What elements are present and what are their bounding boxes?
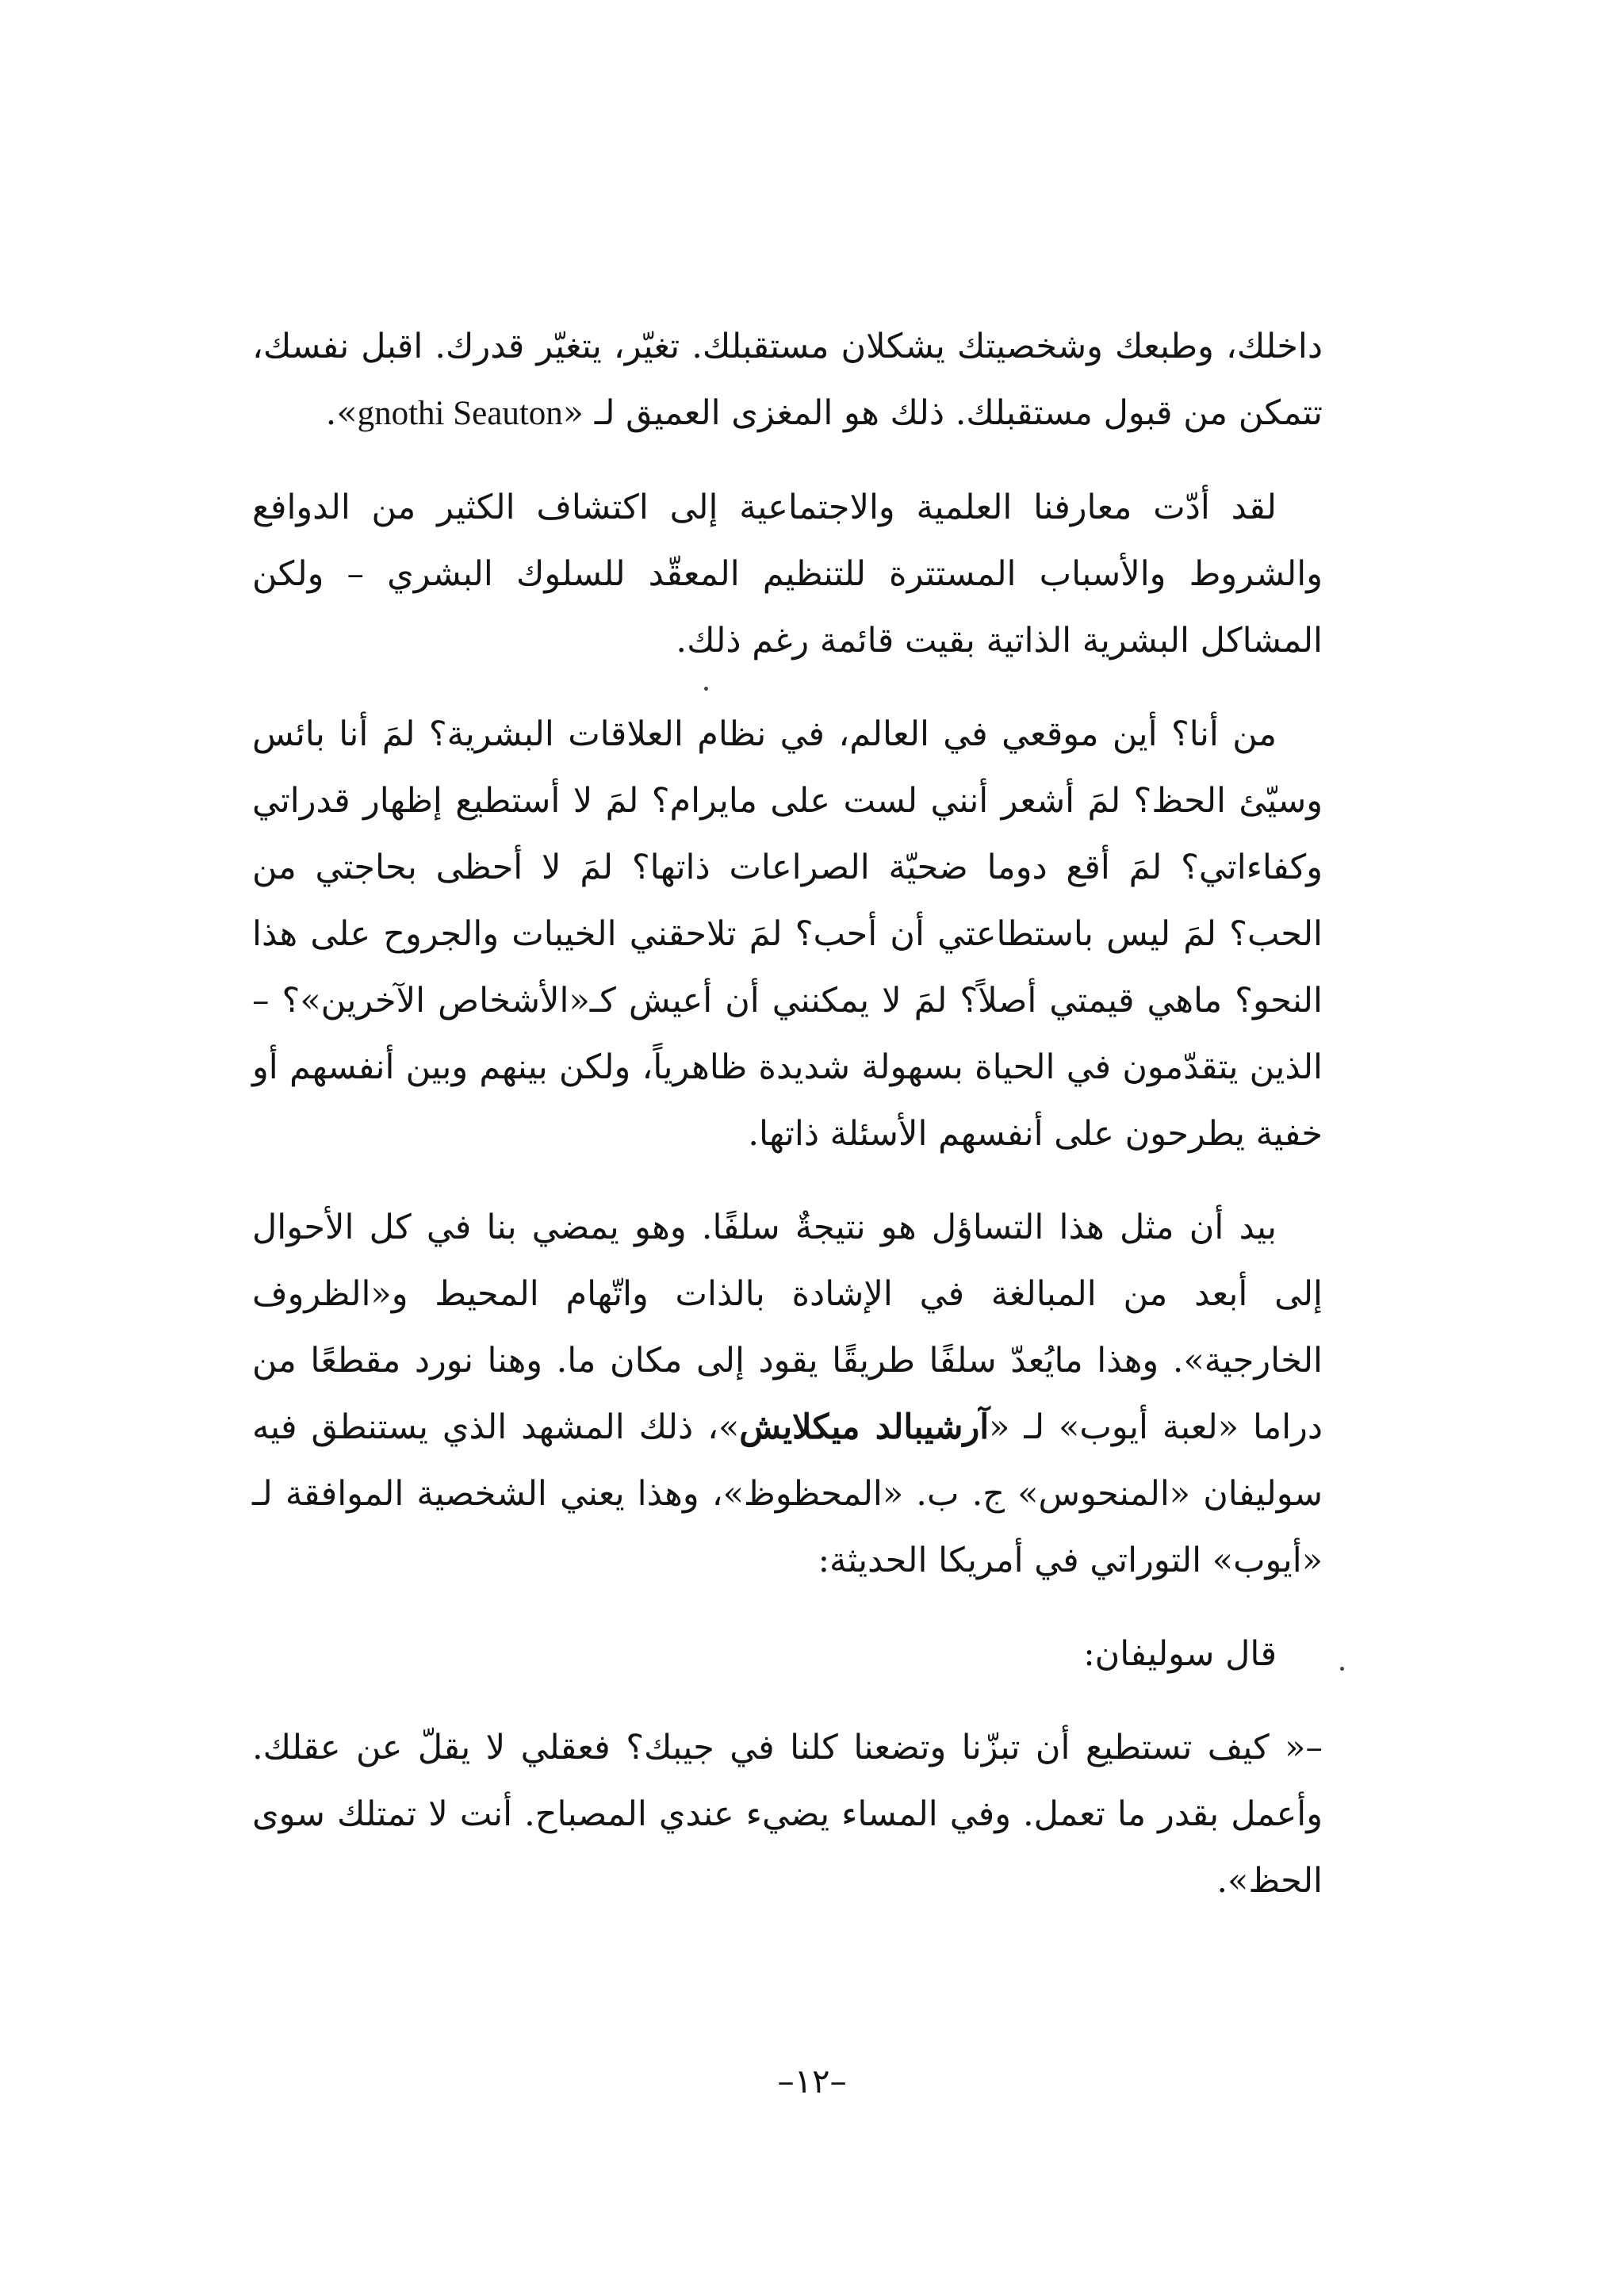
paragraph-4-text: بيد أن مثل هذا التساؤل هو نتيجةٌ سلفًا. وهو يمضي بنا في كل الأحوال إلى أبعد من المبالغة في الإشادة بالذات واتّهام المحيط و«الظروف الخارجية». وهذا مايُعدّ سلفًا طريقًا يقود إلى مكان ما. وهنا نورد مقطعًا من دراما «لعبة أيوب» لـ « (252, 1208, 1323, 1447)
latin-phrase: gnothi Seauton (357, 395, 563, 432)
paragraph-1 (252, 313, 1323, 447)
paragraph-1-closing: ». (325, 393, 358, 433)
author-name: آرشيبالد ميكلايش (739, 1407, 990, 1447)
quote-paragraph: –« كيف تستطيع أن تبزّنا وتضعنا كلنا في جيبك؟ فعقلي لا يقلّ عن عقلك. وأعمل بقدر ما تعمل. وفي المساء يضيء عندي المصباح. أنت لا تمتلك سوى الحظ». (252, 1728, 1323, 1901)
scan-speck (1340, 1667, 1344, 1671)
paragraph-4-continuation: »، ذلك المشهد الذي يستنطق فيه سوليفان «المنحوس» ج. ب. «المحظوظ»، وهذا يعني الشخصية الموافقة لـ «أيوب» التوراتي في أمريكا الحديثة: (252, 1407, 1323, 1580)
page-number: –١٢– (777, 2062, 847, 2100)
quote-speaker-line: قال سوليفان: (1083, 1634, 1277, 1674)
paragraph-1-text: داخلك، وطبعك وشخصيتك يشكلان مستقبلك. تغيّر، يتغيّر قدرك. اقبل نفسك، تتمكن من قبول مستقبلك. ذلك هو المغزى العميق لـ « (252, 327, 1323, 433)
body-text (252, 313, 1323, 1941)
paragraph-4 (252, 1194, 1323, 1594)
paragraph-3: من أنا؟ أين موقعي في العالم، في نظام العلاقات البشرية؟ لمَ أنا بائس وسيّئ الحظ؟ لمَ أشعر أنني لست على مايرام؟ لمَ لا أستطيع إظهار قدراتي وكفاءاتي؟ لمَ أقع دوما ضحيّة الصراعات ذاتها؟ لمَ لا أحظى بحاجتي من الحب؟ لمَ ليس باستطاعتي أن أحب؟ لمَ تلاحقني الخيبات والجروح على هذا النحو؟ ماهي قيمتي أصلاً؟ لمَ لا يمكنني أن أعيش كـ«الأشخاص الآخرين»؟ – الذين يتقدّمون في الحياة بسهولة شديدة ظاهرياً، ولكن بينهم وبين أنفسهم أو خفية يطرحون على أنفسهم الأسئلة ذاتها. (252, 714, 1323, 1154)
scan-speck (704, 687, 708, 691)
paragraph-2: لقد أدّت معارفنا العلمية والاجتماعية إلى اكتشاف الكثير من الدوافع والشروط والأسباب المستترة للتنظيم المعقّد للسلوك البشري – ولكن المشاكل البشرية الذاتية بقيت قائمة رغم ذلك. (252, 488, 1323, 661)
